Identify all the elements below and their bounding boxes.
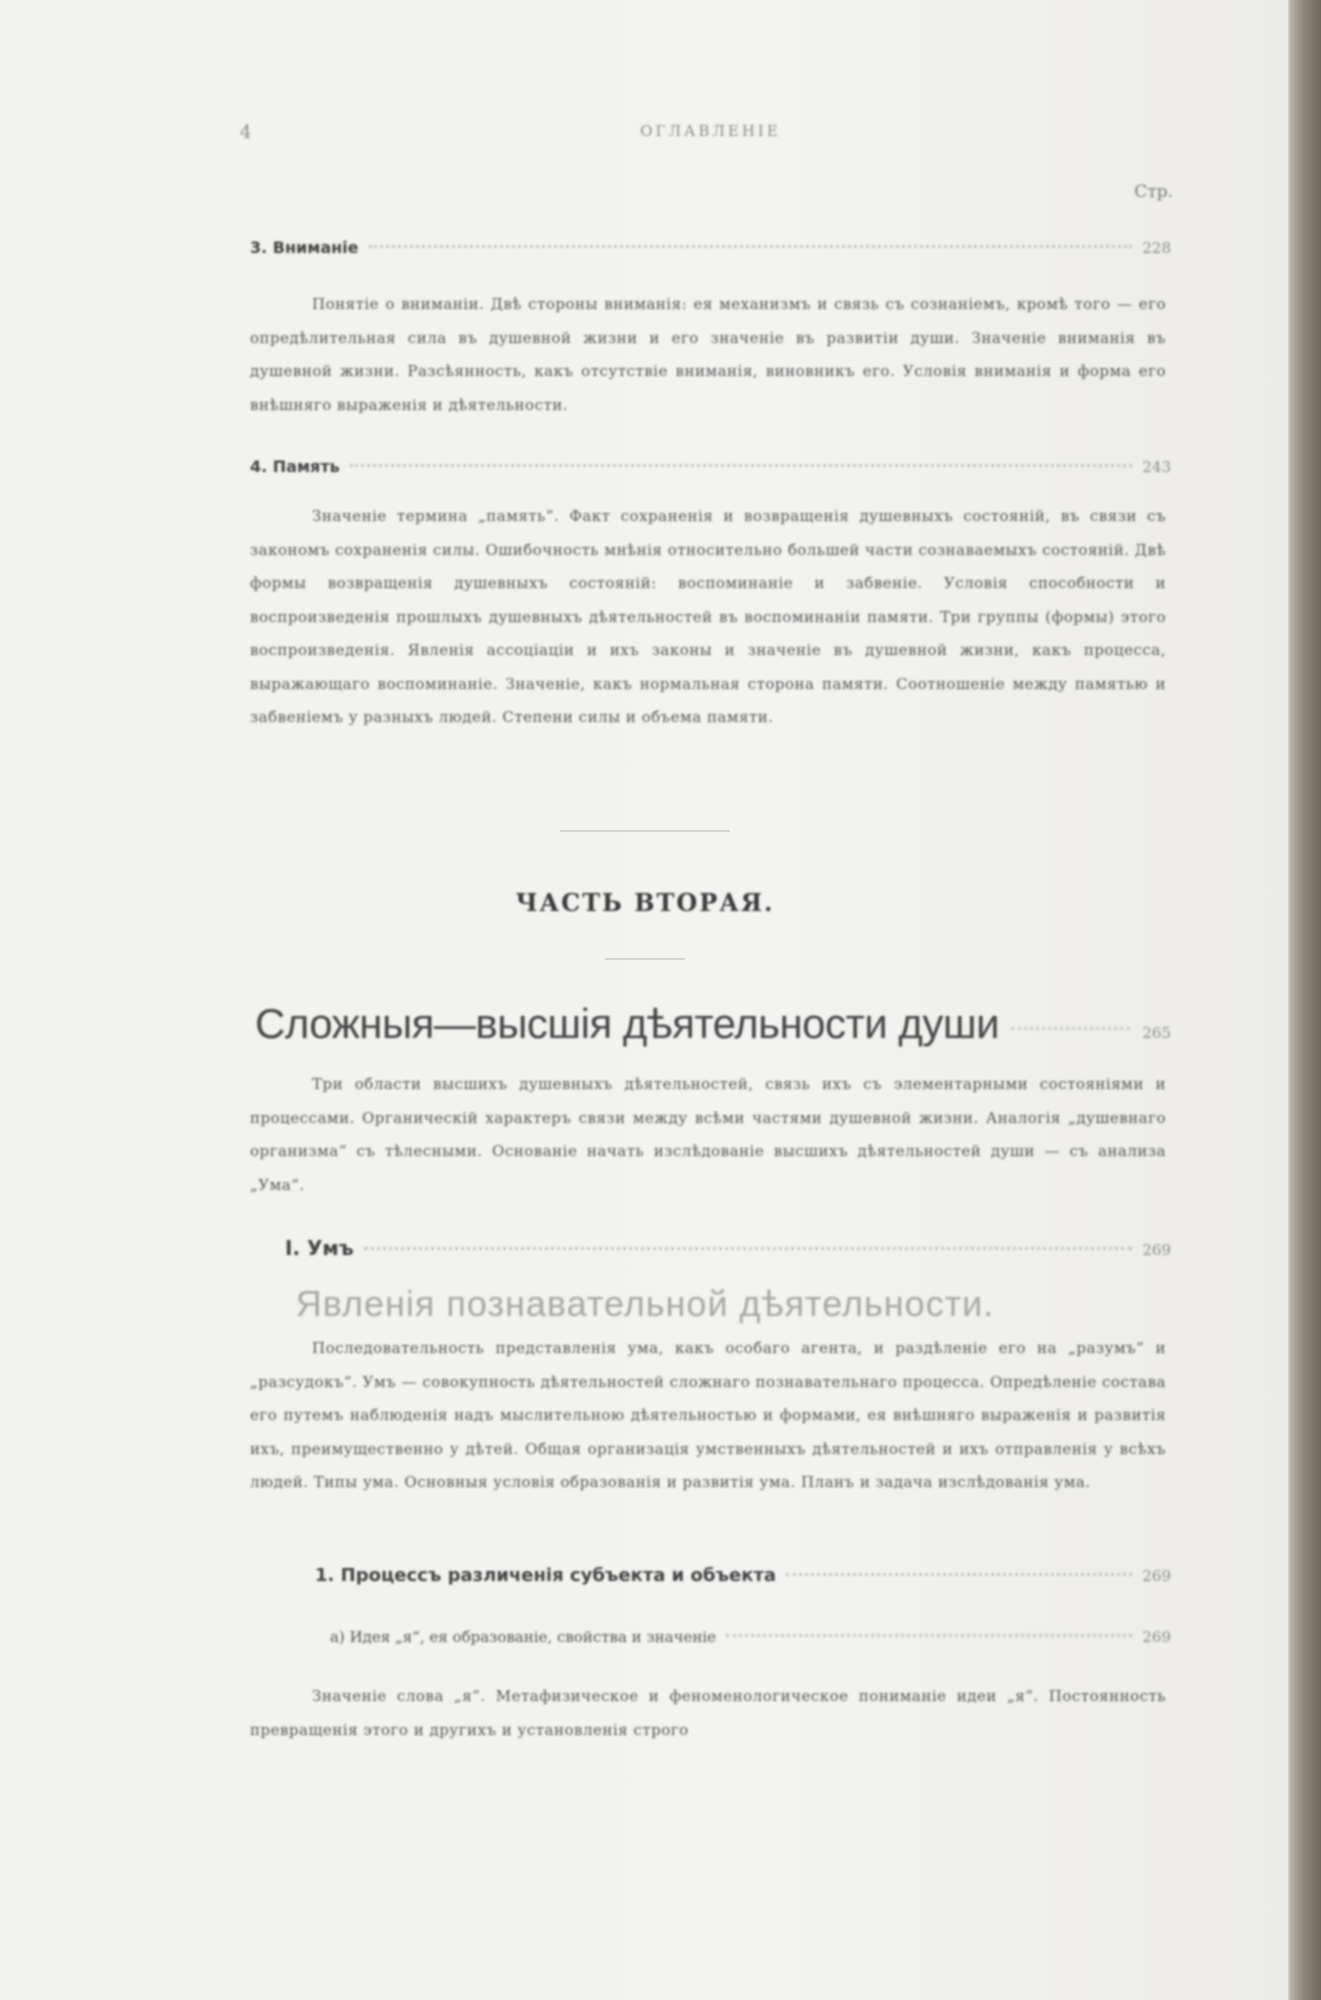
divider xyxy=(605,958,685,960)
toc-entry-idea-ya xyxy=(330,1628,1171,1658)
running-title: ОГЛАВЛЕНІЕ xyxy=(640,122,781,140)
toc-entry-page: 265 xyxy=(1142,1024,1171,1042)
toc-entry-page: 243 xyxy=(1142,458,1171,476)
toc-entry-label: Сложныя—высшія дѣятельности души xyxy=(255,1000,1000,1047)
page-column-label: Стр. xyxy=(1134,182,1173,202)
section-summary-attention: Понятіе о вниманіи. Двѣ стороны вниманія: ея механизмъ и связь съ сознаніемъ, кромѣ того — его опредѣлительная сила въ душевной жизни и его значеніе въ развитіи души. Значеніе вниманія въ душевной жизни. Разсѣянность, какъ отсутствіе вниманія, виновникъ его. Условія вниманія и форма его внѣшняго выраженія и дѣятельности. xyxy=(250,295,1166,414)
section-summary-ya: Значеніе слова „я“. Метафизическое и феноменологическое пониманіе идеи „я“. Постоянность превращенія этого и другихъ и установленія строго xyxy=(250,1687,1166,1739)
toc-entry-page: 269 xyxy=(1142,1241,1171,1259)
toc-entry-label: 3. Вниманіе xyxy=(250,238,359,257)
toc-entry-attention xyxy=(250,238,1171,266)
leader-dots xyxy=(364,1247,1133,1250)
part-title: ЧАСТЬ ВТОРАЯ. xyxy=(515,888,775,917)
running-head xyxy=(240,122,1181,152)
section-summary-memory: Значеніе термина „память“. Факт сохраненія и возвращенія душевныхъ состояній, въ связи съ закономъ сохраненія силы. Ошибочность мнѣнія относительно большей части сознаваемыхъ состояній. Двѣ формы возвращенія душевныхъ состояній: воспоминаніе и забвеніе. Условія способности и воспроизведенія прошлыхъ душевныхъ дѣятельностей въ воспоминаніи памяти. Три группы (формы) этого воспроизведенія. Явленія ассоціаціи и ихъ законы и значеніе въ душевной жизни, какъ процесса, выражающаго воспоминаніе. Значеніе, какъ нормальная сторона памяти. Соотношеніе между памятью и забвеніемъ у разныхъ людей. Степени силы и объема памяти. xyxy=(250,507,1166,726)
page-number: 4 xyxy=(240,122,252,143)
toc-entry-page: 228 xyxy=(1142,239,1171,257)
section-summary-cognition: Последовательность представленія ума, какъ особаго агента, и раздѣленіе его на „разумъ“ и „разсудокъ“. Умъ — совокупность дѣятельностей сложнаго познавательнаго процесса. Опредѣленіе состава его путемъ наблюденія надъ мыслительною дѣятельностью и формами, ея внѣшняго выраженія и развитія ихъ, преимущественно у дѣтей. Общая организація умственныхъ дѣятельностей и ихъ отправленія у всѣхъ людей. Типы ума. Основныя условія образованія и развитія ума. Планъ и задача изслѣдованія ума. xyxy=(250,1339,1166,1491)
leader-dots xyxy=(786,1573,1132,1576)
book-spine-edge xyxy=(1290,0,1321,2000)
leader-dots xyxy=(350,464,1133,467)
toc-entry-complex-activities xyxy=(255,1000,1171,1048)
leader-dots xyxy=(369,245,1133,248)
section-subheading: Явленія познавательной дѣятельности. xyxy=(295,1283,995,1324)
divider xyxy=(560,830,730,832)
toc-entry-page: 269 xyxy=(1142,1628,1171,1646)
toc-entry-mind xyxy=(285,1236,1171,1270)
leader-dots xyxy=(726,1634,1132,1637)
toc-entry-label: а) Идея „я“, ея образованіе, свойства и значеніе xyxy=(330,1628,717,1646)
leader-dots xyxy=(1011,1027,1130,1030)
toc-entry-process xyxy=(315,1565,1171,1597)
toc-entry-label: 1. Процессъ различенія субъекта и объекта xyxy=(315,1565,777,1586)
toc-entry-memory xyxy=(250,457,1171,485)
toc-entry-page: 269 xyxy=(1142,1567,1171,1585)
section-summary-complex: Три области высшихъ душевныхъ дѣятельностей, связь ихъ съ элементарными состояніями и процессами. Органическій характеръ связи между всѣми частями душевной жизни. Аналогія „душевнаго организма“ съ тѣлесными. Основаніе начать изслѣдованіе высшихъ дѣятельностей души — съ анализа „Ума“. xyxy=(250,1075,1166,1194)
toc-entry-label: 4. Память xyxy=(250,457,340,476)
toc-entry-label: I. Умъ xyxy=(285,1236,354,1260)
